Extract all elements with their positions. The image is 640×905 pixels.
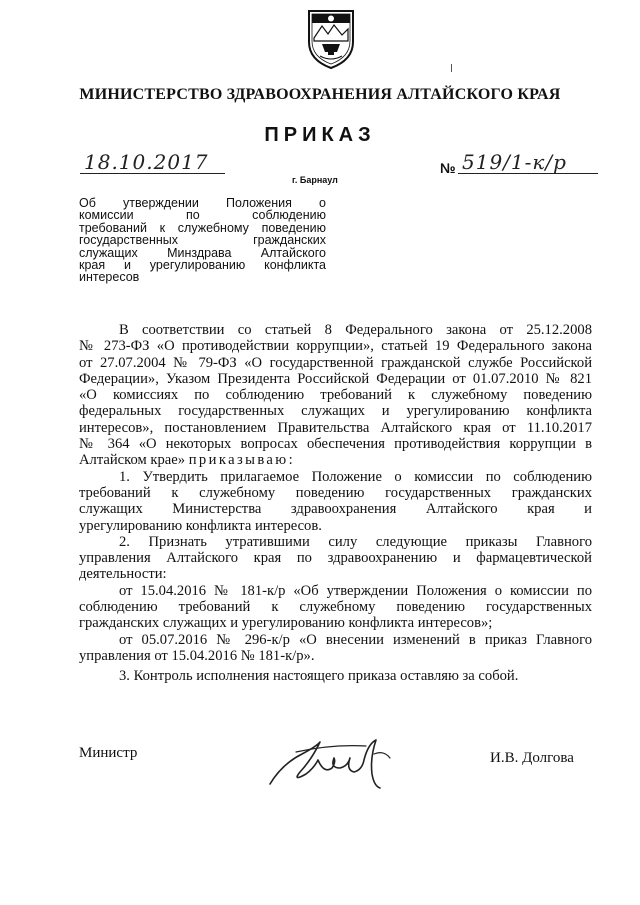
order-date: 18.10.2017 (84, 150, 209, 174)
body-line: соблюдению требований к служебному поведению государственных (79, 599, 592, 616)
body-line: деятельности: (79, 566, 167, 583)
paragraph-item-2 (79, 534, 592, 583)
body-line-text: Алтайском крае» (79, 452, 186, 469)
coat-of-arms-icon (306, 8, 356, 70)
body-line: урегулированию конфликта интересов. (79, 517, 322, 534)
signer-name: И.В. Долгова (490, 750, 574, 766)
body-line: от 27.07.2004 № 79-ФЗ «О государственной гражданской службе Российской (79, 354, 592, 371)
body-line: В соответствии со статьей 8 Федерального закона от 25.12.2008 (119, 322, 592, 338)
paragraph-item-1 (79, 469, 592, 534)
body-line: 3. Контроль исполнения настоящего приказа оставляю за собой. (119, 668, 519, 685)
subject-line: комиссии по соблюдению (79, 208, 326, 223)
subject-line: края и урегулированию конфликта (79, 258, 326, 273)
body-line-last (79, 452, 592, 468)
date-underline (80, 173, 225, 174)
paragraph-revoked-1 (79, 583, 592, 632)
signature-icon (262, 724, 412, 794)
order-number: 519/1-к/р (462, 150, 567, 174)
subject-line: государственных гражданских (79, 233, 326, 248)
body-line: № 364 «О некоторых вопросах обеспечения противодействия коррупции в (79, 436, 592, 453)
signer-role: Министр (79, 745, 138, 761)
body-line: от 05.07.2016 № 296-к/р «О внесении изменений в приказ Главного (119, 631, 592, 648)
body-line: «О комиссиях по соблюдению требований к служебному поведению (79, 387, 592, 404)
number-underline (458, 173, 598, 174)
subject-line: требований к служебному поведению (79, 220, 326, 235)
body-line: 1. Утвердить прилагаемое Положение о комиссии по соблюдению (119, 468, 592, 485)
subject-line: интересов (79, 270, 140, 285)
paragraph-revoked-2 (79, 632, 592, 665)
body-line: Федерации», Указом Президента Российской Федерации от 01.07.2010 № 821 (79, 370, 592, 387)
body-line: интересов», постановлением Правительства Алтайского края от 11.10.2017 (79, 419, 592, 436)
paragraph-basis (79, 322, 592, 469)
body-line: от 15.04.2016 № 181-к/р «Об утверждении Положения о комиссии по (119, 582, 592, 599)
document-title: ПРИКАЗ (264, 124, 376, 146)
body-line: требований к служебному поведению государственных гражданских (79, 484, 592, 501)
city-label: г. Барнаул (292, 175, 338, 185)
body-line: гражданских служащих и урегулированию конфликта интересов»; (79, 615, 493, 632)
number-label: № (440, 160, 456, 176)
ministry-name: МИНИСТЕРСТВО ЗДРАВООХРАНЕНИЯ АЛТАЙСКОГО КРАЯ (79, 86, 561, 103)
order-body (79, 322, 592, 685)
body-line: № 273-ФЗ «О противодействии коррупции», статьей 19 Федерального закона (79, 338, 592, 355)
paragraph-item-3 (79, 668, 592, 684)
body-line: управления от 15.04.2016 № 181-к/р». (79, 647, 315, 664)
body-line: 2. Признать утратившими силу следующие приказы Главного (119, 533, 592, 550)
subject-line: Об утверждении Положения о (79, 196, 326, 210)
order-subject (79, 197, 326, 284)
body-line: управления Алтайского края по здравоохранению и фармацевтической (79, 550, 592, 567)
body-line: федеральных государственных служащих и урегулированию конфликта (79, 403, 592, 420)
subject-line: служащих Минздрава Алтайского (79, 245, 326, 260)
order-word: приказываю: (188, 452, 296, 469)
body-line: служащих Министерства здравоохранения Алтайского края и (79, 501, 592, 518)
scan-mark (451, 64, 452, 72)
